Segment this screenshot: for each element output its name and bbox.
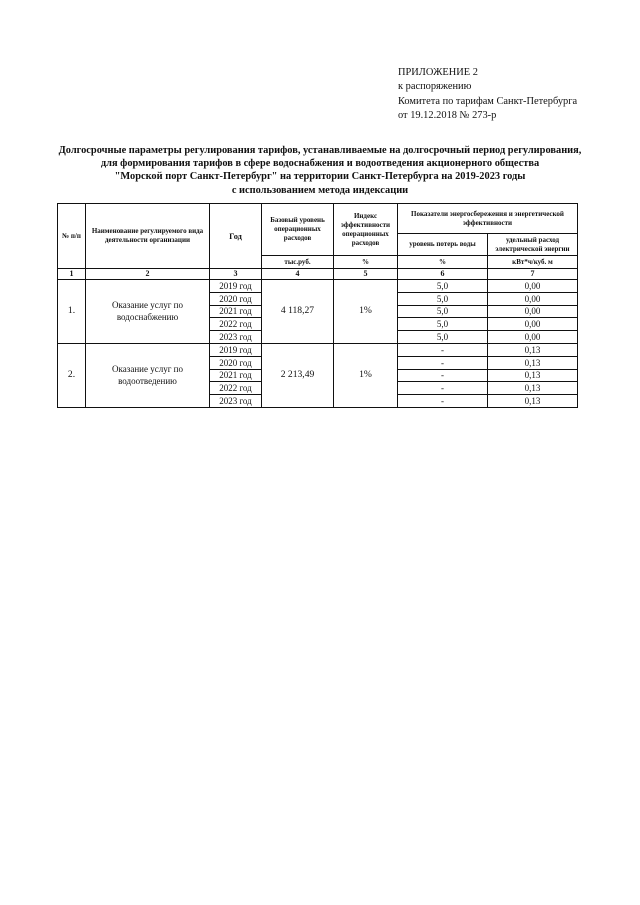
unit-consumption: кВт*ч/куб. м bbox=[488, 256, 578, 269]
header-consumption: удельный расход электрической энергии bbox=[488, 234, 578, 256]
table-row bbox=[58, 280, 578, 293]
column-number: 5 bbox=[334, 269, 398, 280]
consumption-cell: 0,13 bbox=[488, 369, 578, 382]
base-cost: 2 213,49 bbox=[262, 343, 334, 407]
year-cell: 2019 год bbox=[210, 280, 262, 293]
year-cell: 2022 год bbox=[210, 382, 262, 395]
header-index: Индекс эффективности операционных расходов bbox=[334, 204, 398, 256]
service-name: Оказание услуг по водоснабжению bbox=[86, 280, 210, 344]
column-number: 3 bbox=[210, 269, 262, 280]
consumption-cell: 0,00 bbox=[488, 305, 578, 318]
header-activity: Наименование регулируемого вида деятельности организации bbox=[86, 204, 210, 269]
appendix-line: ПРИЛОЖЕНИЕ 2 bbox=[398, 67, 478, 78]
year-cell: 2020 год bbox=[210, 292, 262, 305]
loss-cell: - bbox=[398, 356, 488, 369]
year-cell: 2021 год bbox=[210, 305, 262, 318]
unit-index: % bbox=[334, 256, 398, 269]
header-loss: уровень потерь воды bbox=[398, 234, 488, 256]
loss-cell: - bbox=[398, 343, 488, 356]
parameters-table bbox=[57, 203, 578, 408]
consumption-cell: 0,13 bbox=[488, 356, 578, 369]
year-cell: 2020 год bbox=[210, 356, 262, 369]
year-cell: 2023 год bbox=[210, 395, 262, 408]
column-number: 7 bbox=[488, 269, 578, 280]
appendix-line: к распоряжению bbox=[398, 81, 472, 93]
title-line: "Морской порт Санкт-Петербург" на территории Санкт-Петербурга на 2019-2023 годы bbox=[114, 171, 526, 183]
column-number: 4 bbox=[262, 269, 334, 280]
unit-base: тыс.руб. bbox=[262, 256, 334, 269]
document-title bbox=[30, 144, 610, 197]
year-cell: 2021 год bbox=[210, 369, 262, 382]
loss-cell: 5,0 bbox=[398, 318, 488, 331]
header-row bbox=[58, 204, 578, 234]
consumption-cell: 0,00 bbox=[488, 280, 578, 293]
appendix-line: Комитета по тарифам Санкт-Петербурга bbox=[398, 95, 578, 107]
header-num: № п/п bbox=[58, 204, 86, 269]
appendix-block bbox=[398, 66, 577, 124]
loss-cell: - bbox=[398, 382, 488, 395]
loss-cell: - bbox=[398, 369, 488, 382]
loss-cell: 5,0 bbox=[398, 292, 488, 305]
loss-cell: 5,0 bbox=[398, 331, 488, 344]
table-row bbox=[58, 343, 578, 356]
consumption-cell: 0,00 bbox=[488, 331, 578, 344]
unit-loss: % bbox=[398, 256, 488, 269]
loss-cell: 5,0 bbox=[398, 280, 488, 293]
year-cell: 2023 год bbox=[210, 331, 262, 344]
efficiency-index: 1% bbox=[334, 280, 398, 344]
row-number: 1. bbox=[58, 280, 86, 344]
title-line: с использованием метода индексации bbox=[231, 184, 409, 196]
row-number: 2. bbox=[58, 343, 86, 407]
service-name: Оказание услуг по водоотведению bbox=[86, 343, 210, 407]
consumption-cell: 0,00 bbox=[488, 292, 578, 305]
consumption-cell: 0,00 bbox=[488, 318, 578, 331]
consumption-cell: 0,13 bbox=[488, 343, 578, 356]
header-energy-group: Показатели энергосбережения и энергетической эффективности bbox=[398, 204, 578, 234]
title-line: Долгосрочные параметры регулирования тарифов, устанавливаемые на долгосрочный период регулирования, bbox=[58, 145, 582, 156]
appendix-line: от 19.12.2018 № 273-р bbox=[398, 110, 497, 122]
column-numbers-row bbox=[58, 269, 578, 280]
column-number: 2 bbox=[86, 269, 210, 280]
title-line: для формирования тарифов в сфере водоснабжения и водоотведения акционерного общества bbox=[100, 158, 540, 170]
header-base: Базовый уровень операционных расходов bbox=[262, 204, 334, 256]
loss-cell: 5,0 bbox=[398, 305, 488, 318]
base-cost: 4 118,27 bbox=[262, 280, 334, 344]
column-number: 6 bbox=[398, 269, 488, 280]
year-cell: 2019 год bbox=[210, 343, 262, 356]
header-year: Год bbox=[210, 204, 262, 269]
loss-cell: - bbox=[398, 395, 488, 408]
consumption-cell: 0,13 bbox=[488, 382, 578, 395]
consumption-cell: 0,13 bbox=[488, 395, 578, 408]
year-cell: 2022 год bbox=[210, 318, 262, 331]
efficiency-index: 1% bbox=[334, 343, 398, 407]
column-number: 1 bbox=[58, 269, 86, 280]
